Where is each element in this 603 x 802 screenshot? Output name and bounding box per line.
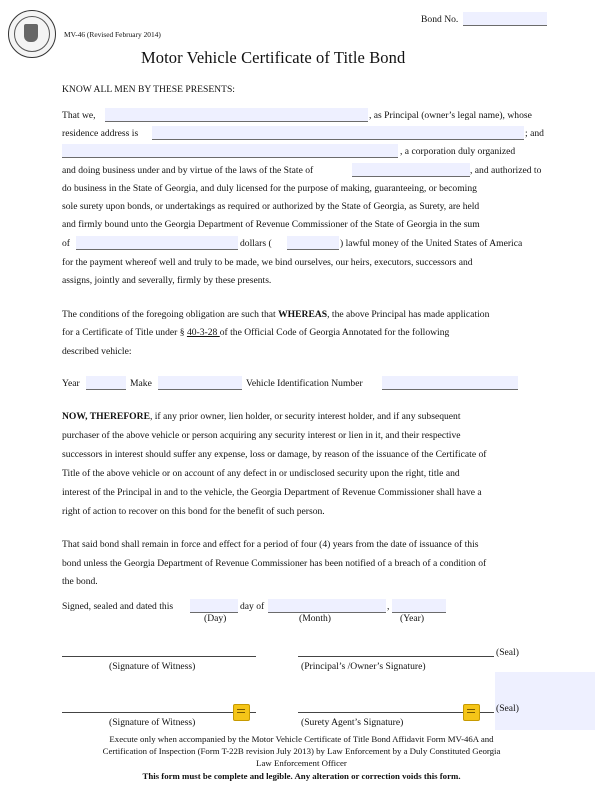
p1-line10: assigns, jointly and severally, firmly by these presents. (62, 275, 272, 286)
p2-line2: for a Certificate of Title under § 40-3-28 of the Official Code of Georgia Annotated for the following (62, 327, 450, 338)
footer-line4: This form must be complete and legible. Any alteration or correction voids this form. (142, 771, 461, 781)
year-label: Year (62, 378, 80, 389)
vin-field[interactable] (382, 376, 518, 390)
footer-line1: Execute only when accompanied by the Motor Vehicle Certificate of Title Bond Affidavit Form MV-46A and (109, 734, 494, 744)
p1-line4b: , and authorized to (470, 165, 542, 176)
p1-line1a: That we, (62, 110, 96, 121)
footer-line2: Certification of Inspection (Form T-22B revision July 2013) by Law Enforcement by a Duly Constituted Georgia (102, 746, 501, 756)
seal1-label: (Seal) (496, 647, 519, 658)
p3-line4: Title of the above vehicle or on account of any defect in or undisclosed security upon the right, title and (62, 468, 460, 479)
p1-line2a: residence address is (62, 128, 139, 139)
sticky-note-icon[interactable] (463, 704, 480, 721)
p3-line3: successors in interest should suffer any expense, loss or damage, by reason of the issuance of the Certificate of (62, 449, 487, 460)
principal-name-field[interactable] (105, 108, 368, 122)
p1-line9: for the payment whereof well and truly to be made, we bind ourselves, our heirs, executors, successors and (62, 257, 473, 268)
principal-signature-line[interactable] (298, 656, 494, 657)
p1-line8c: ) lawful money of the United States of America (340, 238, 523, 249)
vehicle-year-field[interactable] (86, 376, 126, 390)
bond-no-label: Bond No. (421, 14, 459, 25)
p1-line8b: dollars ( (240, 238, 272, 249)
month-caption: (Month) (299, 613, 331, 624)
intro-text: KNOW ALL MEN BY THESE PRESENTS: (62, 84, 235, 95)
p1-line5: do business in the State of Georgia, and duly licensed for the purpose of making, guaranteeing, or becoming (62, 183, 477, 194)
year-caption: (Year) (400, 613, 425, 624)
p1-line7: and firmly bound unto the Georgia Department of Revenue Commissioner of the State of Georgia in the sum (62, 219, 480, 230)
sum-numeric-field[interactable] (287, 236, 339, 250)
surety-corporation-field[interactable] (62, 144, 398, 158)
residence-address-field[interactable] (152, 126, 524, 140)
comma: , (387, 601, 390, 612)
surety-caption: (Surety Agent’s Signature) (301, 717, 404, 728)
p2-line3: described vehicle: (62, 346, 132, 357)
month-field[interactable] (268, 599, 386, 613)
p1-line1b: , as Principal (owner’s legal name), whose (369, 110, 532, 121)
witness1-caption: (Signature of Witness) (109, 661, 196, 672)
p3-line2: purchaser of the above vehicle or person acquiring any security interest or lien in it, and their respective (62, 430, 461, 441)
p1-line4a: and doing business under and by virtue of the laws of the State of (62, 165, 314, 176)
page-title: Motor Vehicle Certificate of Title Bond (141, 48, 406, 67)
p4-line1: That said bond shall remain in force and effect for a period of four (4) years from the date of issuance of this (62, 539, 479, 550)
p1-line3: , a corporation duly organized (400, 146, 516, 157)
p4-line2: bond unless the Georgia Department of Revenue Commissioner has been notified of a breach of a condition of (62, 558, 487, 569)
principal-caption: (Principal’s /Owner’s Signature) (301, 661, 426, 672)
p1-line6: sole surety upon bonds, or undertakings as required or authorized by the State of Georgia, as Surety, are held (62, 201, 480, 212)
sticky-note-icon[interactable] (233, 704, 250, 721)
p4-line3: the bond. (62, 576, 98, 587)
day-caption: (Day) (204, 613, 227, 624)
p3-line5: interest of the Principal in and to the vehicle, the Georgia Department of Revenue Commissioner shall have a (62, 487, 482, 498)
witness1-line[interactable] (62, 656, 256, 657)
form-id: MV-46 (Revised February 2014) (64, 30, 161, 39)
p3-line6: right of action to recover on this bond for the benefit of such person. (62, 506, 325, 517)
p1-line2b: ; and (525, 128, 544, 139)
seal2-label: (Seal) (496, 703, 519, 714)
state-seal-icon (8, 10, 56, 58)
state-field[interactable] (352, 163, 470, 177)
p2-line1: The conditions of the foregoing obligation are such that WHEREAS, the above Principal has made application (62, 309, 490, 320)
witness2-line[interactable] (62, 712, 256, 713)
bond-no-field[interactable] (463, 12, 547, 26)
vin-label: Vehicle Identification Number (246, 378, 363, 389)
make-label: Make (130, 378, 152, 389)
comment-area (495, 672, 595, 730)
day-of-label: day of (240, 601, 265, 612)
p1-line8a: of (62, 238, 70, 249)
sum-words-field[interactable] (76, 236, 238, 250)
signed-label: Signed, sealed and dated this (62, 601, 174, 612)
footer-line3: Law Enforcement Officer (256, 758, 347, 768)
year-field[interactable] (392, 599, 446, 613)
witness2-caption: (Signature of Witness) (109, 717, 196, 728)
vehicle-make-field[interactable] (158, 376, 242, 390)
day-field[interactable] (190, 599, 238, 613)
p3-line1: NOW, THEREFORE, if any prior owner, lien holder, or security interest holder, and if any subsequent (62, 411, 461, 422)
